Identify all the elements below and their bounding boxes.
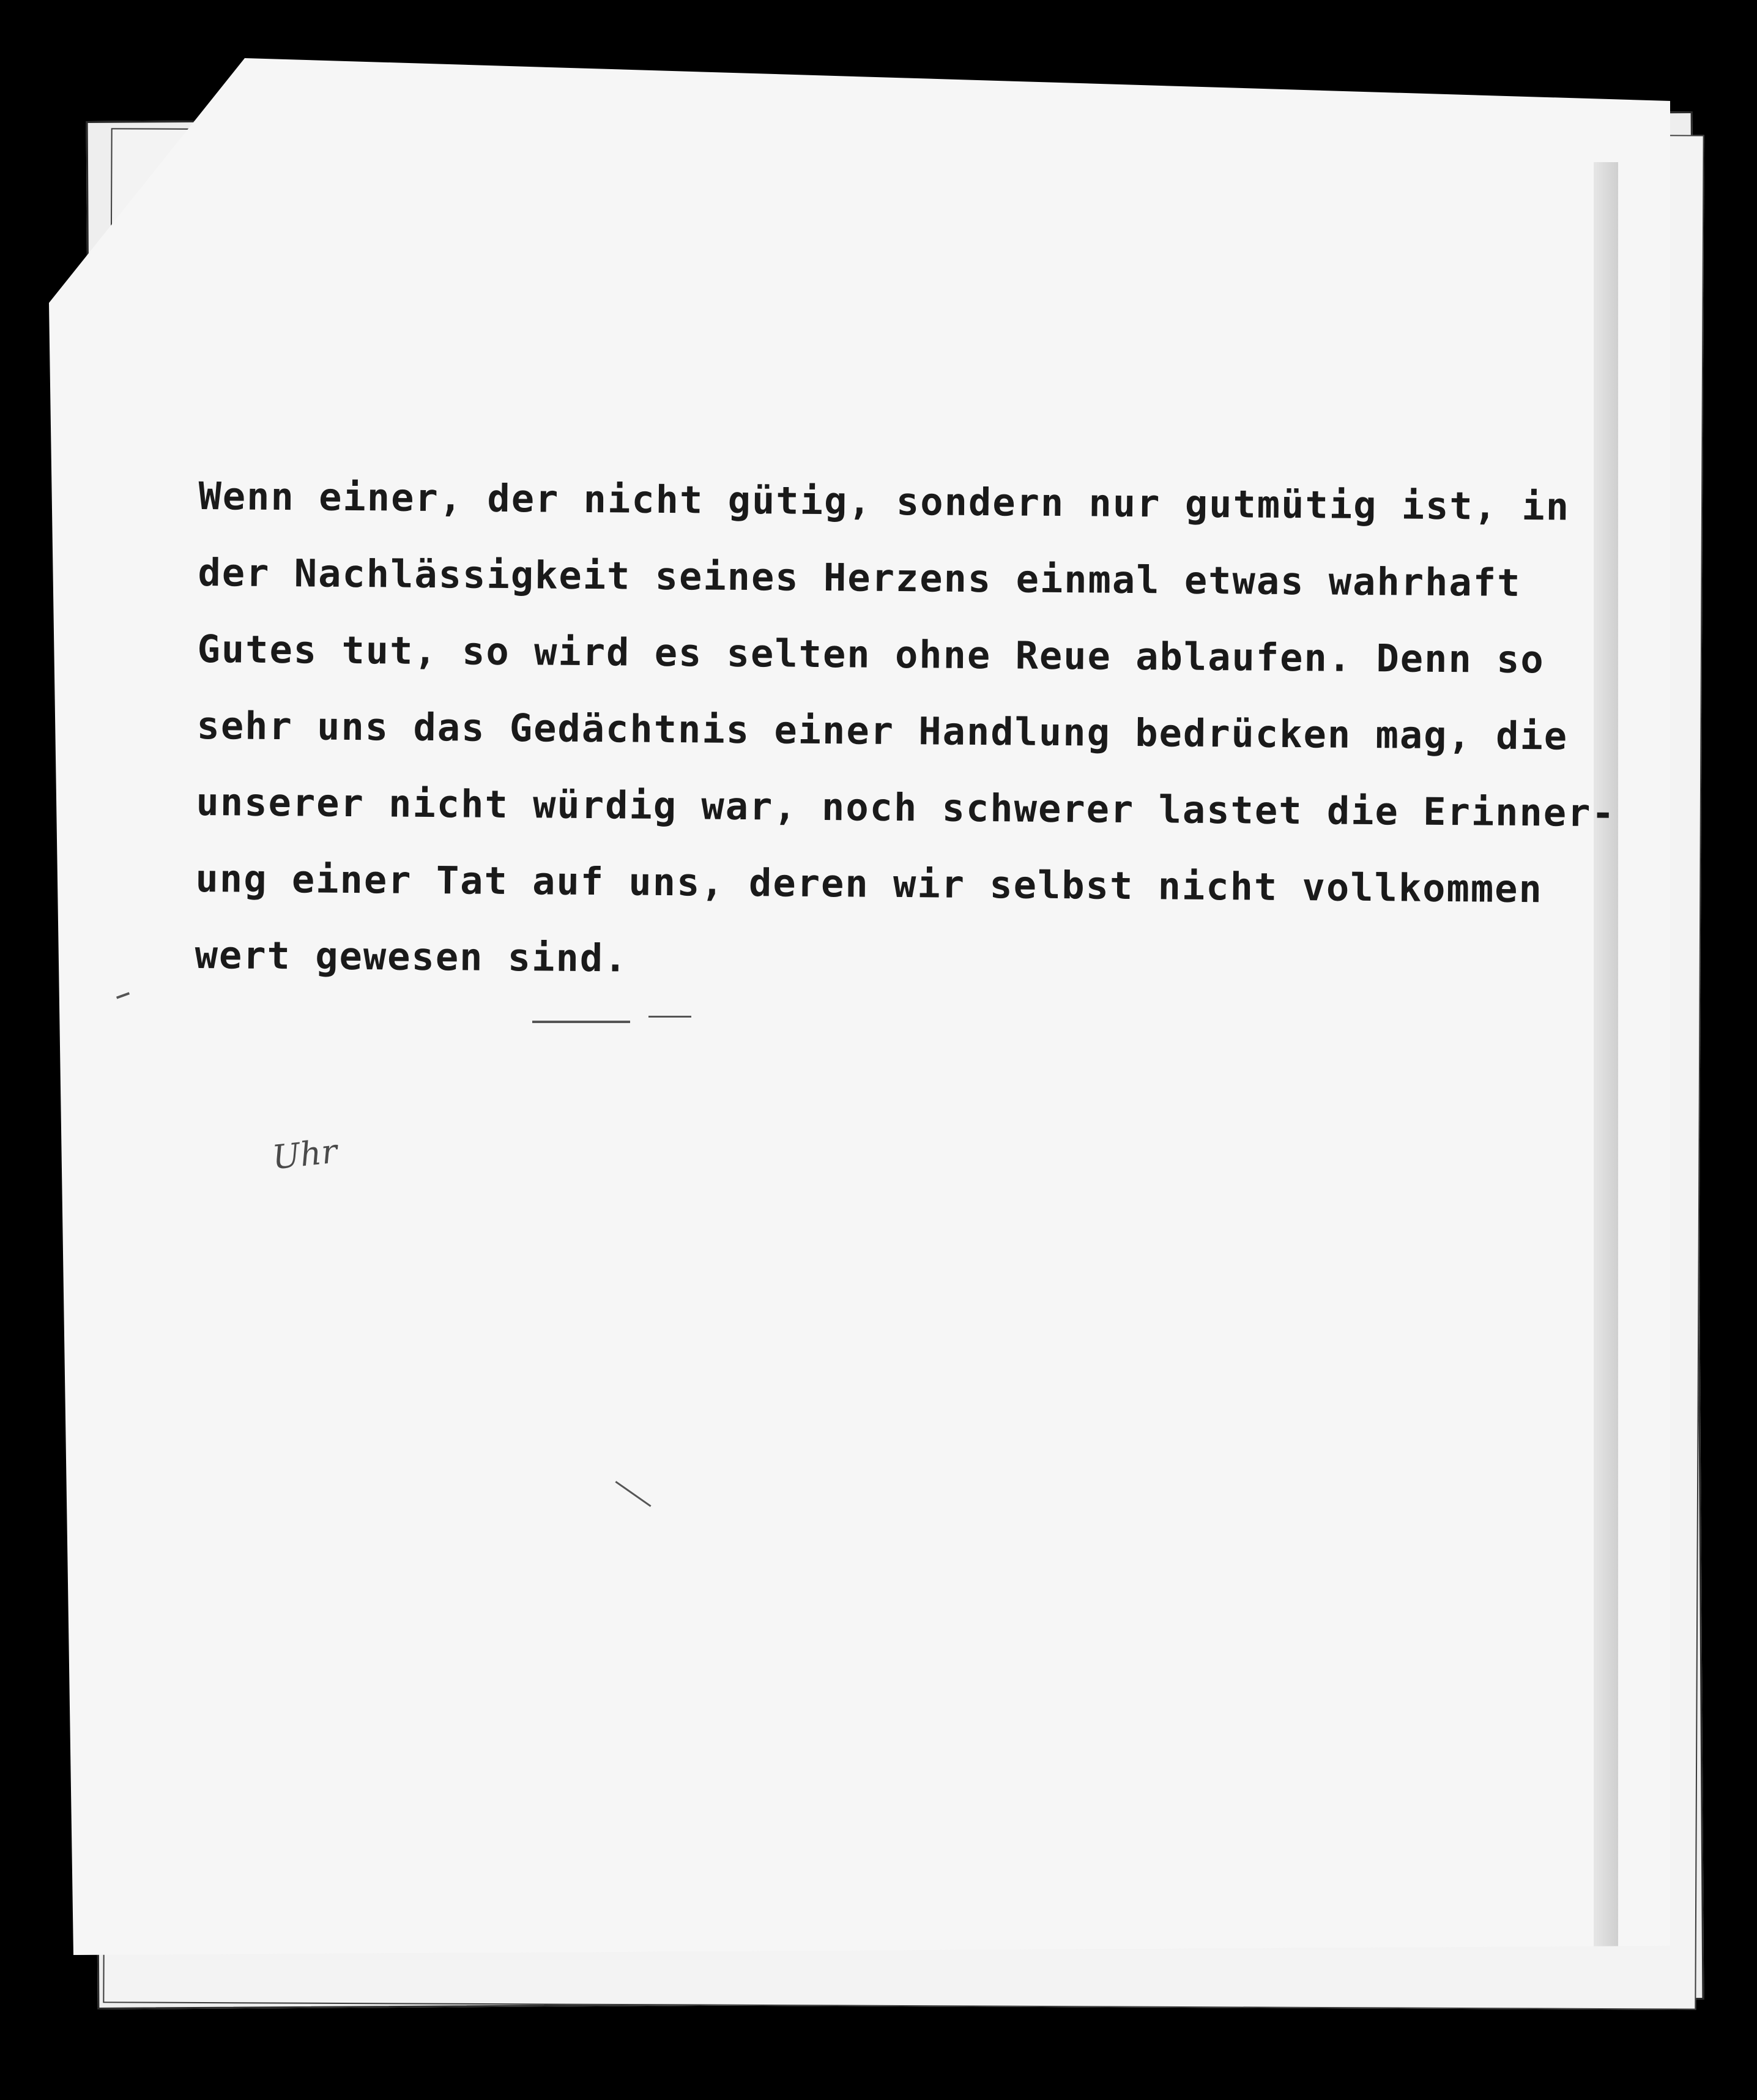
- typed-paragraph: [195, 458, 1643, 1005]
- paragraph-line: Wenn einer, der nicht gütig, sondern nur gutmütig ist, in: [198, 473, 1570, 529]
- paragraph-line: wert gewesen sind.: [195, 932, 628, 981]
- paragraph-line: der Nachlässigkeit seines Herzens einmal etwas wahrhaft: [198, 549, 1521, 605]
- page-edge: [1594, 162, 1618, 2010]
- stray-dash-mark: [648, 1016, 691, 1018]
- handwritten-note: Uhr: [270, 1131, 340, 1177]
- paragraph-line: unserer nicht würdig war, noch schwerer lastet die Erinner-: [196, 779, 1616, 836]
- typewritten-page: [49, 58, 1670, 1955]
- stray-dash-mark: [532, 1021, 630, 1023]
- paragraph-line: sehr uns das Gedächtnis einer Handlung bedrücken mag, die: [196, 702, 1569, 759]
- paragraph-line: ung einer Tat auf uns, deren wir selbst nicht vollkommen: [195, 855, 1543, 912]
- paragraph-line: Gutes tut, so wird es selten ohne Reue ablaufen. Denn so: [197, 626, 1545, 682]
